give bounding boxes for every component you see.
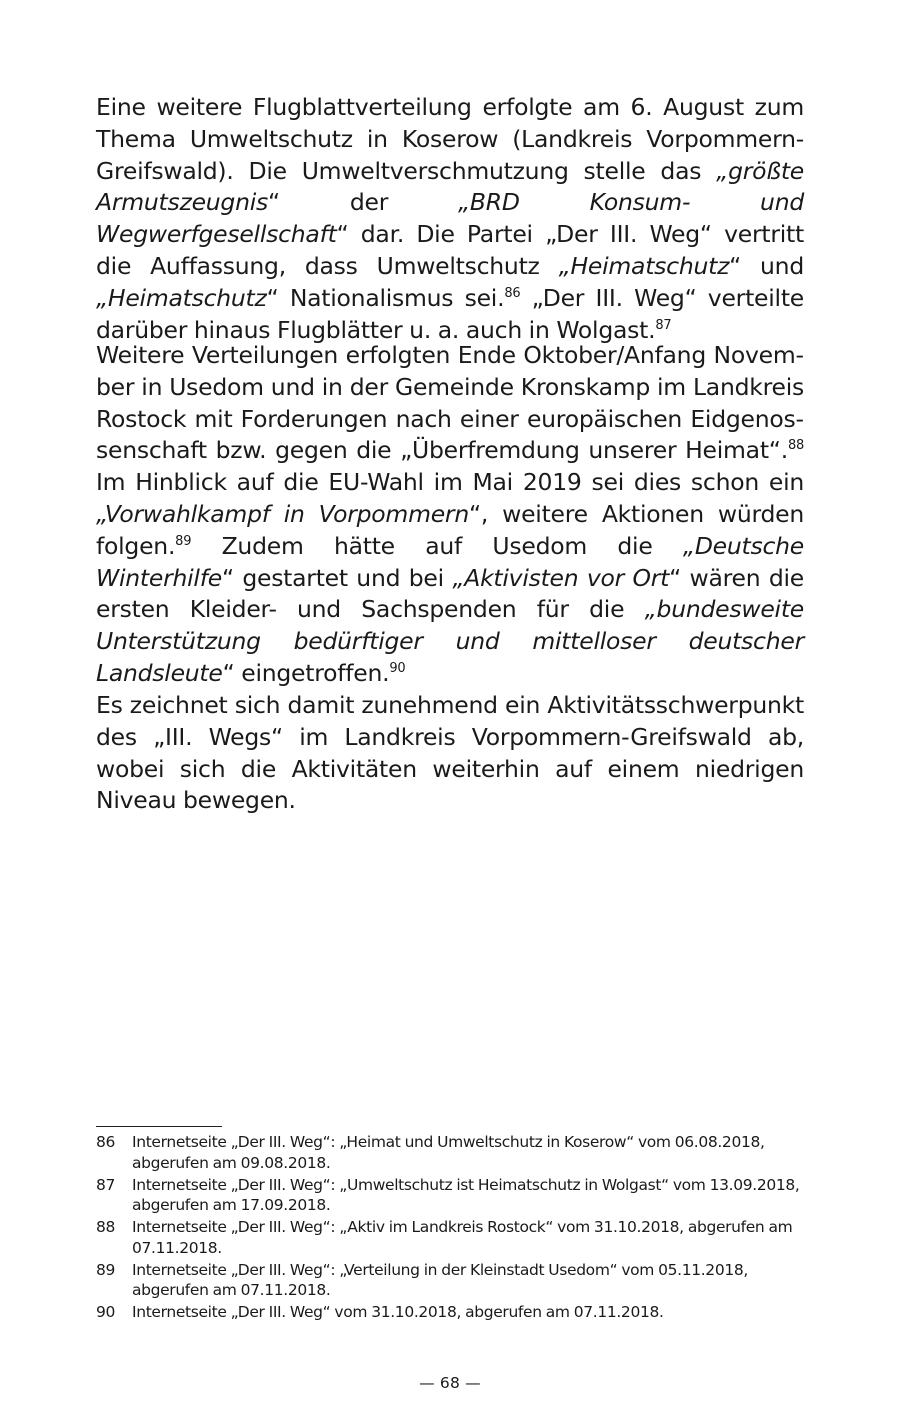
text-run: Es zeichnet sich damit zunehmend ein Aktivitätsschwerpunkt des „III. Wegs“ im Landkreis Vorpommern-Greifswald ab, wobei sich die Aktivitäten weiterhin auf einem niedrigen Niveau bewegen. [96, 691, 804, 815]
paragraph-1 [96, 92, 804, 346]
footnote-reference: 90 [389, 660, 406, 676]
quoted-phrase: „Vorwahlkampf in Vorpommern [96, 499, 469, 528]
footnote-number: 89 [96, 1260, 116, 1279]
footnote-text: Internetseite „Der III. Weg“: „Verteilung in der Kleinstadt Usedom“ vom 05.11.2018, abgerufen am 07.11.2018. [132, 1260, 748, 1299]
text-run: Im Hinblick auf die EU-Wahl im Mai 2019 sei dies schon ein [96, 468, 804, 497]
text-run: “ der [268, 188, 458, 217]
text-run: Weitere Verteilungen erfolgten Ende Oktober/Anfang November in Usedom und in der Gemeinde Kronskamp im Landkreis Rostock mit Forderungen nach einer europäischen Eidgenossenschaft bzw. gegen die „Überfremdung unserer Heimat“. [96, 341, 804, 465]
footnote-list [96, 1132, 811, 1324]
footnote-89 [96, 1260, 811, 1301]
quoted-phrase: „Aktivisten vor Ort [452, 563, 670, 592]
footnote-number: 90 [96, 1303, 116, 1321]
footnote-90 [96, 1302, 811, 1323]
text-run: „Der III. Weg“ verteilte darüber hinaus Flugblätter u. a. auch in Wolgast. [96, 283, 804, 344]
page-number: — 68 — [419, 1374, 481, 1392]
footnote-text: Internetseite „Der III. Weg“: „Heimat und Umweltschutz in Koserow“ vom 06.08.2018, abgerufen am 09.08.2018. [132, 1133, 765, 1172]
footnote-86 [96, 1132, 811, 1173]
footnote-text: Internetseite „Der III. Weg“: „Umweltschutz ist Heimatschutz in Wolgast“ vom 13.09.2018, abgerufen am 17.09.2018. [132, 1175, 800, 1214]
footnote-87 [96, 1175, 811, 1216]
quoted-phrase: „bundesweite Unterstützung bedürftiger und mittelloser deutscher Landsleute [96, 595, 804, 687]
text-run: Eine weitere Flugblattverteilung erfolgte am 6. August zum Thema Umweltschutz in Koserow (Landkreis Vorpommern-Greifswald). Die Umweltverschmutzung stelle das [96, 93, 804, 185]
text-run: “ und [729, 251, 804, 280]
footnote-number: 88 [96, 1218, 116, 1236]
text-run: “ gestartet und bei [221, 563, 453, 592]
quoted-phrase: „Heimatschutz [558, 251, 730, 280]
footnote-reference: 89 [175, 533, 192, 549]
text-run: “ eingetroffen. [222, 658, 390, 687]
text-run: “ wären die ersten Kleider- und Sachspenden für die [96, 563, 804, 624]
text-run: “ dar. Die Partei „Der III. Weg“ vertritt die Auffassung, dass Umweltschutz [96, 220, 804, 280]
footnote-separator [96, 1126, 222, 1127]
footnote-text: Internetseite „Der III. Weg“: „Aktiv im Landkreis Rostock“ vom 31.10.2018, abgerufen am 07.11.2018. [132, 1218, 793, 1257]
quoted-phrase: „BRD Konsum- und Wegwerfgesellschaft [96, 188, 805, 249]
paragraph-3 [96, 690, 804, 817]
footnote-text: Internetseite „Der III. Weg“ vom 31.10.2018, abgerufen am 07.11.2018. [132, 1303, 664, 1321]
text-run: “ Nationalismus sei. [266, 283, 505, 312]
footnote-reference: 87 [655, 317, 672, 333]
footnote-reference: 86 [504, 285, 521, 301]
text-run: “, weitere Aktionen würden folgen. [96, 499, 804, 560]
footnote-reference: 88 [787, 438, 804, 454]
paragraph-2 [96, 340, 804, 690]
footnote-number: 87 [96, 1175, 116, 1194]
footnote-88 [96, 1217, 811, 1258]
quoted-phrase: „Heimatschutz [96, 283, 267, 312]
quoted-phrase: „größte Armutszeugnis [96, 156, 804, 217]
quoted-phrase: „Deutsche Winterhilfe [96, 531, 804, 592]
footnote-number: 86 [96, 1133, 116, 1151]
text-run: Zudem hätte auf Usedom die [191, 531, 683, 560]
